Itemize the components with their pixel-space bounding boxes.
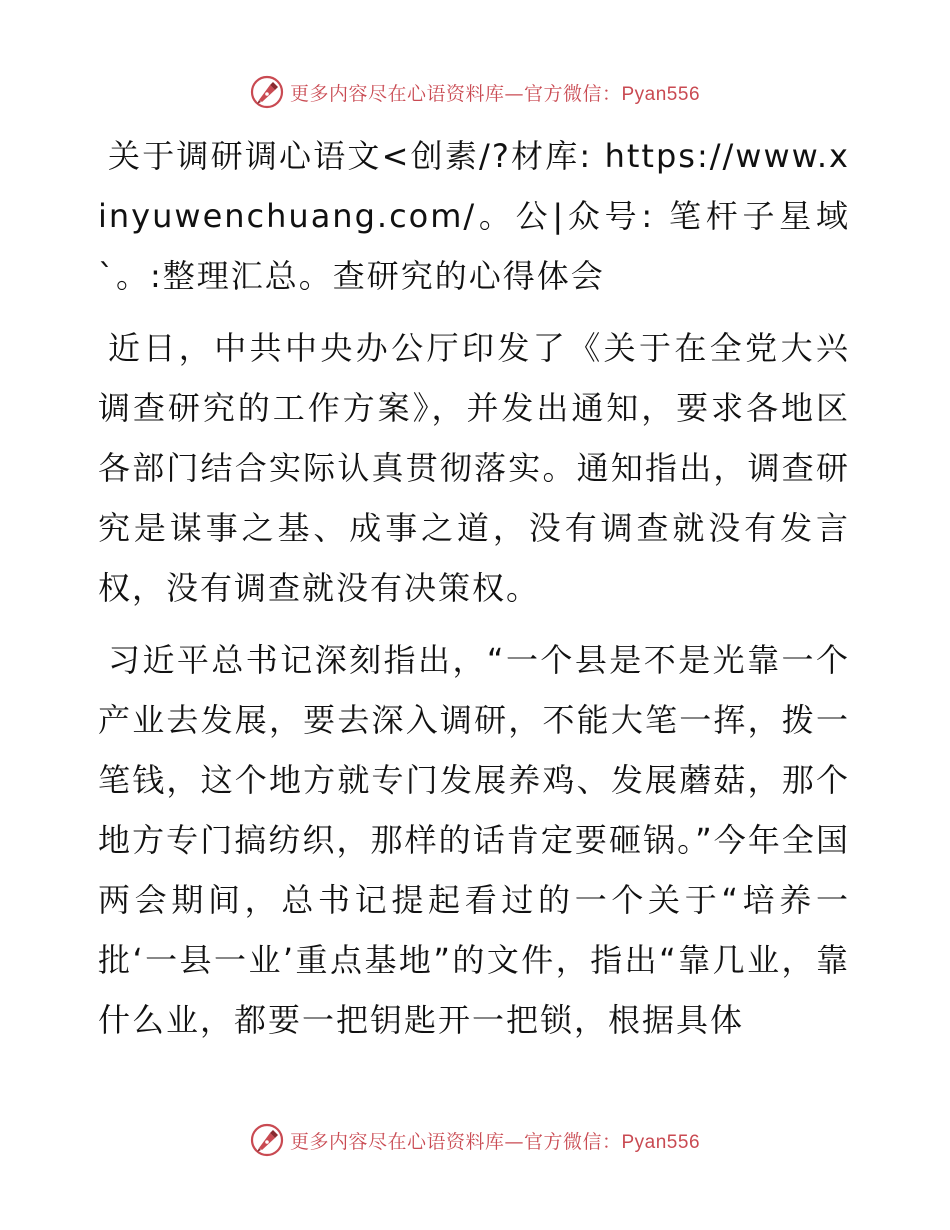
header-wechat-id: Pyan556 [621, 83, 701, 105]
header-banner-text [290, 79, 700, 106]
footer-banner-label: 更多内容尽在心语资料库—官方微信： [289, 1130, 622, 1153]
footer-wechat-id: Pyan556 [621, 1131, 701, 1153]
paragraph-quote: 习近平总书记深刻指出，“一个县是不是光靠一个产业去发展，要去深入调研，不能大笔一挥，拨一笔钱，这个地方就专门发展养鸡、发展蘑菇，那个地方专门搞纺织，那样的话肯定要砸锅。”今年全国两会期间，总书记提起看过的一个关于“培养一批‘一县一业’重点基地”的文件，指出“靠几业，靠什么业，都要一把钥匙开一把锁，根据具体 [98, 641, 850, 1039]
footer-banner [0, 1120, 950, 1160]
header-banner [0, 72, 950, 112]
paragraph-intro: 近日，中共中央办公厅印发了《关于在全党大兴调查研究的工作方案》，并发出通知，要求各地区各部门结合实际认真贯彻落实。通知指出，调查研究是谋事之基、成事之道，没有调查就没有发言权，没有调查就没有决策权。 [98, 329, 850, 607]
paragraph-source-note: 关于调研调心语文<创素/?材库: https://www.xinyuwenchuang.com/。公|众号: 笔杆子星域`。:整理汇总。查研究的心得体会 [98, 137, 850, 295]
pen-nib-logo-icon [250, 1123, 284, 1157]
document-body [98, 126, 850, 1050]
header-banner-label: 更多内容尽在心语资料库—官方微信： [289, 82, 622, 105]
pen-nib-logo-icon [250, 75, 284, 109]
footer-banner-text [290, 1127, 700, 1154]
